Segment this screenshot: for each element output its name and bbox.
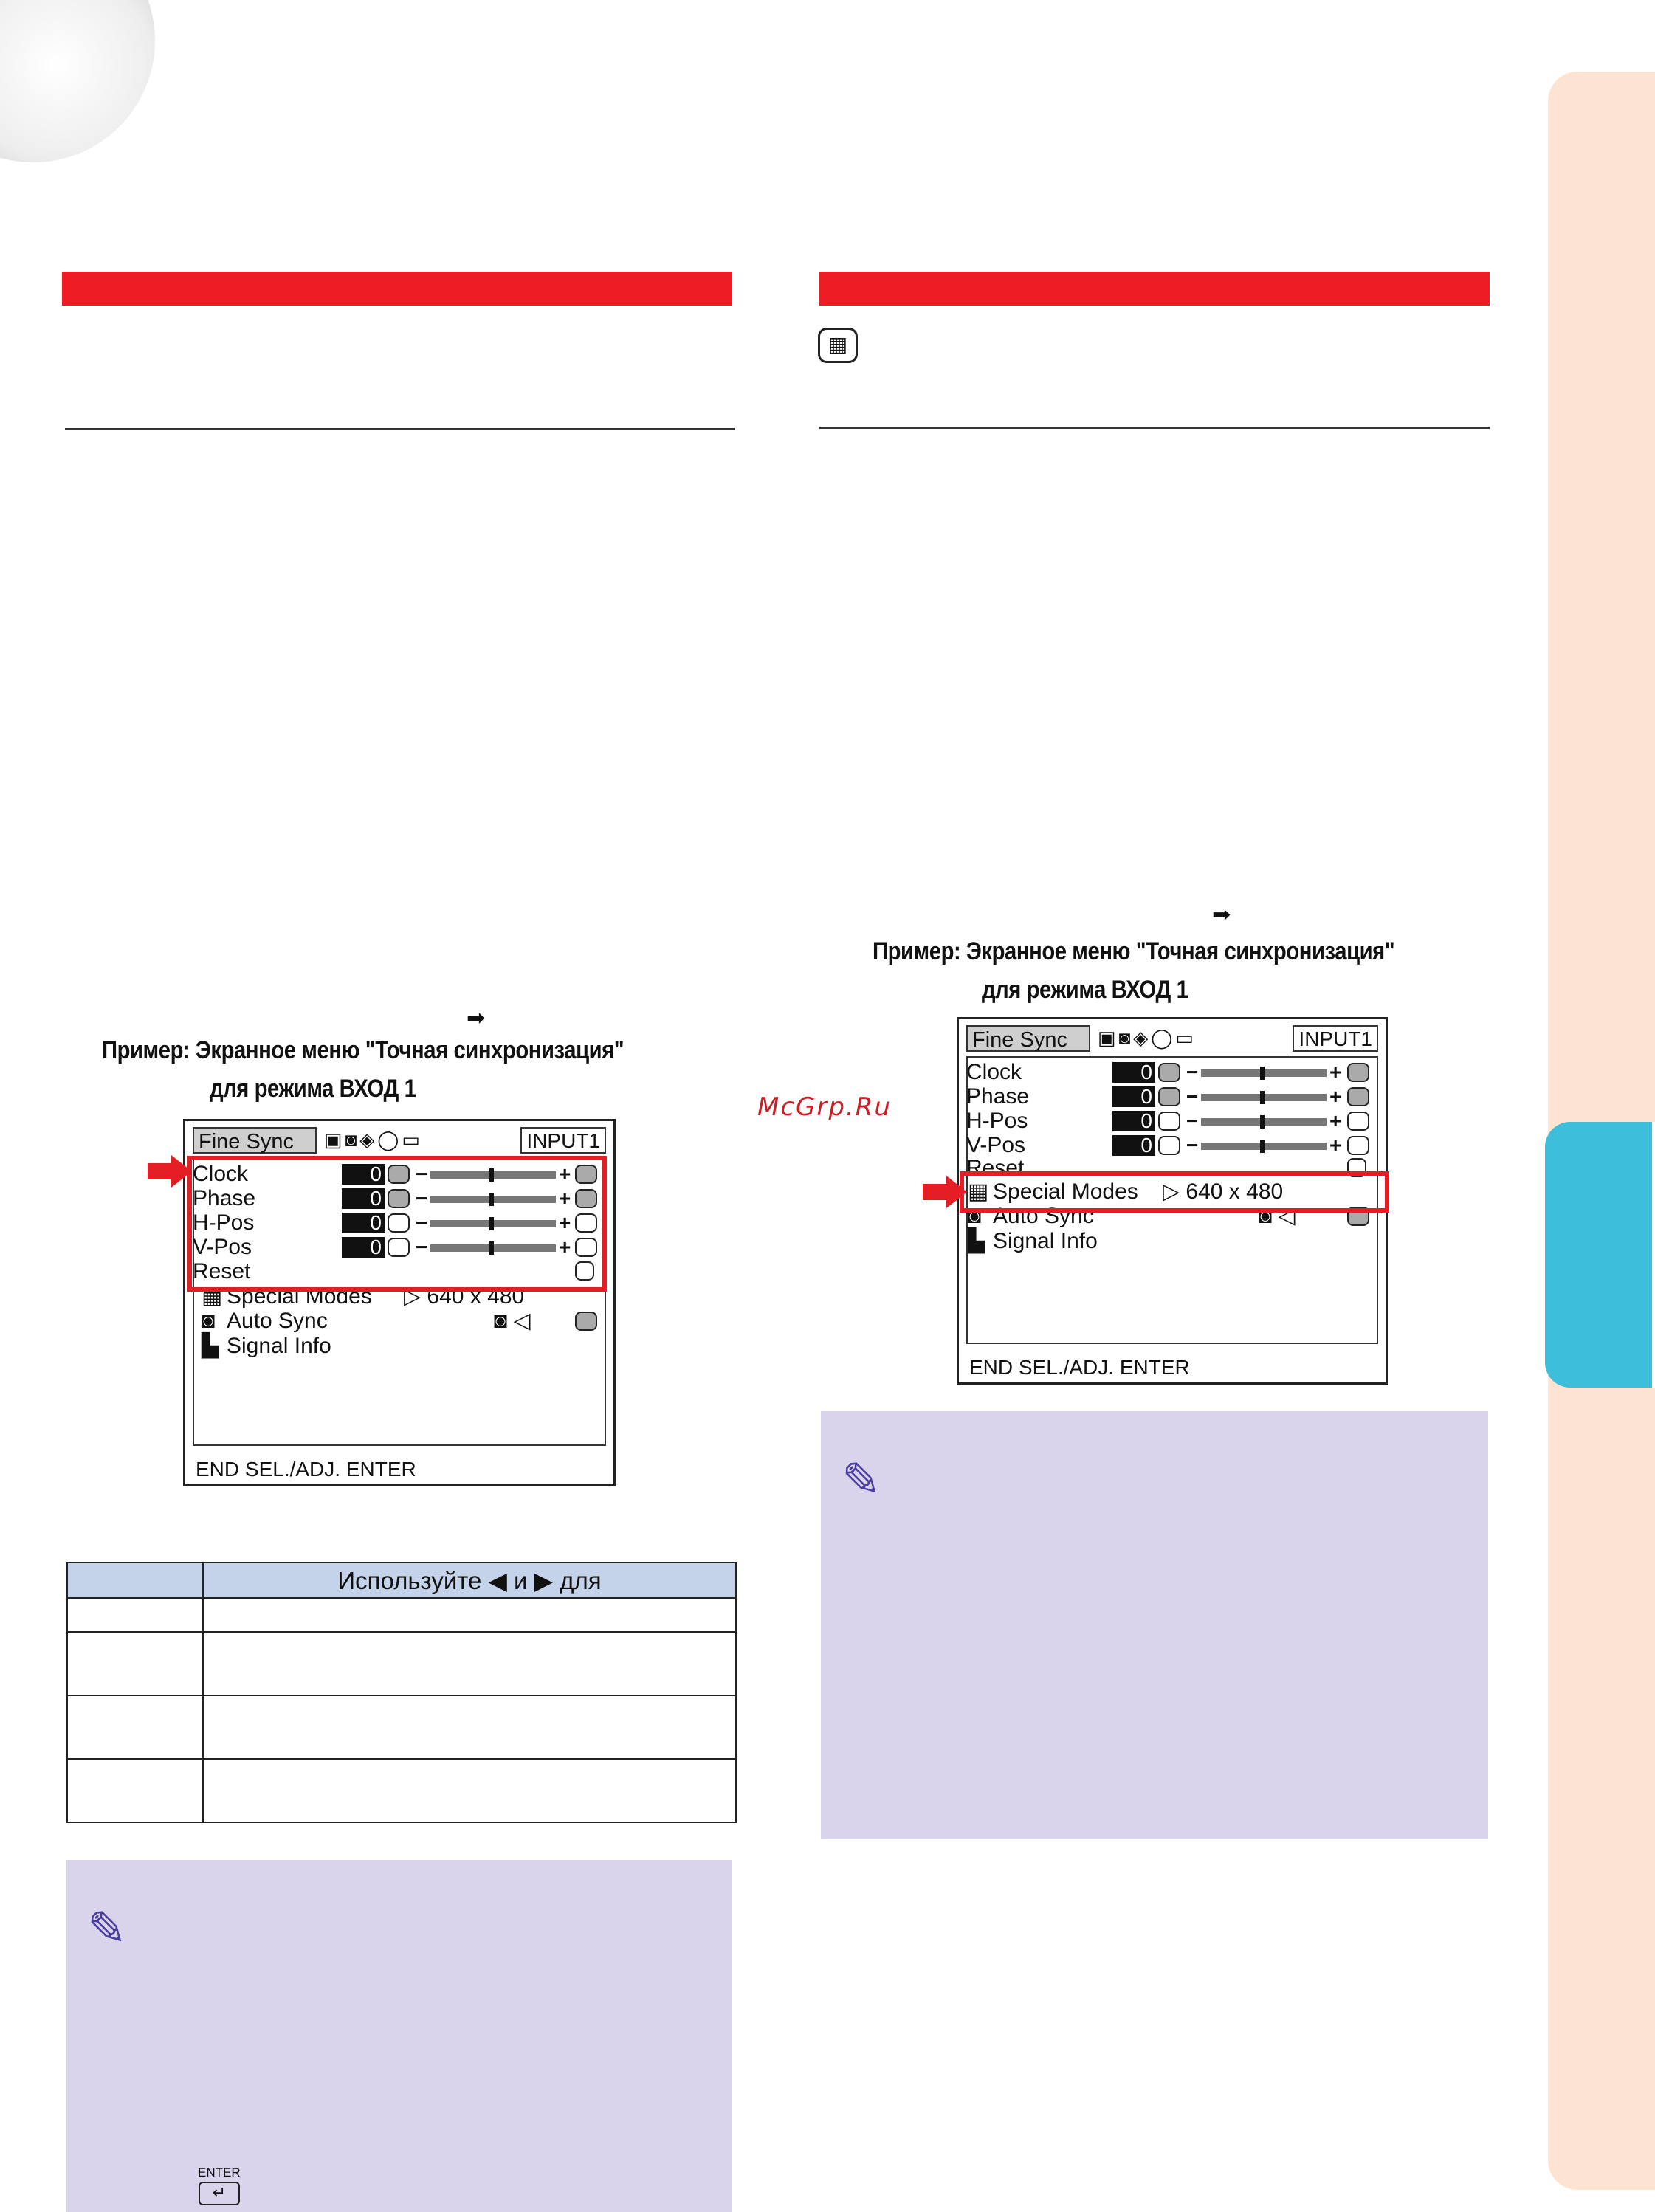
osd-special-modes-value: ▷ 640 x 480 xyxy=(404,1284,525,1309)
table-header: Используйте ◀ и ▶ для xyxy=(203,1562,736,1598)
section-rule-right xyxy=(819,427,1490,429)
vpos-icon xyxy=(1158,1136,1180,1155)
watermark: McGrp.Ru xyxy=(757,1092,892,1122)
osd-row-label[interactable]: V-Pos xyxy=(193,1235,252,1259)
special-modes-icon: ▦ xyxy=(818,328,858,363)
osd-value: 0 xyxy=(342,1213,385,1233)
figure-caption-line1: Пример: Экранное меню "Точная синхронизация" xyxy=(873,937,1395,965)
highlight-box xyxy=(960,1171,1389,1213)
osd-row-label[interactable]: Phase xyxy=(966,1084,1030,1109)
figure-caption-line2: для режима ВХОД 1 xyxy=(210,1075,416,1103)
section-rule-left xyxy=(65,428,735,430)
osd-auto-sync[interactable]: Auto Sync xyxy=(227,1309,328,1333)
signal-info-icon: ▙ xyxy=(202,1334,219,1358)
pencil-icon: ✎ xyxy=(87,1902,127,1955)
osd-signal-info[interactable]: Signal Info xyxy=(993,1229,1098,1253)
auto-sync-icon: ◙ xyxy=(968,1204,982,1228)
tab-fine-sync[interactable]: Fine Sync xyxy=(966,1025,1090,1052)
osd-row-label[interactable]: Clock xyxy=(966,1060,1022,1084)
chapter-tab xyxy=(1545,1122,1655,1388)
osd-value: 0 xyxy=(1112,1062,1155,1083)
signal-info-icon: ▙ xyxy=(968,1229,985,1253)
osd-auto-sync[interactable]: Auto Sync xyxy=(993,1204,1094,1228)
osd-signal-info[interactable]: Signal Info xyxy=(227,1334,331,1358)
osd-footer: END SEL./ADJ. ENTER xyxy=(969,1356,1190,1379)
osd-value: 0 xyxy=(1112,1135,1155,1156)
menu-tab-icons: ▣◙◈◯▭ xyxy=(1098,1027,1197,1049)
auto-sync-icon: ◙ xyxy=(202,1309,216,1333)
highlight-box xyxy=(187,1156,607,1292)
osd-menu-right: Fine Sync ▣◙◈◯▭ INPUT1 Clock Phase H-Pos V-Pos 0 0 0 0 − + − + − + − + Reset ▦ Special Modes ▷ 640 x 480 ◙ Auto Sync ◙ ◁ ▙ Signal Info END SEL./ADJ. ENTER xyxy=(957,1017,1388,1385)
pointer-arrow xyxy=(148,1163,173,1179)
input-badge: INPUT1 xyxy=(1293,1025,1378,1052)
osd-menu-left: Fine Sync ▣◙◈◯▭ INPUT1 Clock Phase H-Pos V-Pos 0 0 0 0 − + − + − + − + Reset ▦ Special Modes ▷ 640 x 480 ◙ Auto Sync ◙ ◁ ▙ Signal Info END SEL./ADJ. ENTER xyxy=(183,1119,616,1486)
enter-key-icon: ENTER ↵ xyxy=(198,2166,241,2205)
special-modes-icon: ▦ xyxy=(968,1179,989,1204)
pointer-arrow xyxy=(923,1184,948,1200)
input-badge: INPUT1 xyxy=(520,1127,606,1154)
clock-icon xyxy=(1158,1063,1180,1082)
osd-reset[interactable]: Reset xyxy=(966,1156,1025,1180)
figure-caption-line1: Пример: Экранное меню "Точная синхронизация" xyxy=(102,1036,625,1064)
osd-special-modes[interactable]: Special Modes xyxy=(993,1179,1138,1204)
special-modes-icon: ▦ xyxy=(202,1284,223,1309)
osd-value: 0 xyxy=(1112,1086,1155,1107)
phase-icon xyxy=(1158,1087,1180,1106)
osd-value: 0 xyxy=(342,1237,385,1258)
osd-special-modes[interactable]: Special Modes xyxy=(227,1284,372,1309)
osd-value: 0 xyxy=(342,1164,385,1185)
osd-row-label[interactable]: H-Pos xyxy=(966,1109,1028,1133)
section-header-bar-left xyxy=(62,272,732,306)
adjustment-table xyxy=(66,1562,737,1823)
osd-reset[interactable]: Reset xyxy=(193,1259,251,1284)
figure-caption-line2: для режима ВХОД 1 xyxy=(982,976,1188,1004)
hpos-icon xyxy=(1158,1112,1180,1131)
osd-value: 0 xyxy=(342,1188,385,1209)
osd-value: 0 xyxy=(1112,1111,1155,1131)
pencil-icon: ✎ xyxy=(842,1453,881,1506)
osd-footer: END SEL./ADJ. ENTER xyxy=(196,1458,416,1481)
note-box-right xyxy=(821,1411,1488,1839)
osd-row-label[interactable]: Phase xyxy=(193,1186,256,1210)
menu-tab-icons: ▣◙◈◯▭ xyxy=(324,1129,423,1151)
osd-special-modes-value: ▷ 640 x 480 xyxy=(1163,1179,1284,1204)
osd-row-label[interactable]: V-Pos xyxy=(966,1133,1026,1157)
note-box-left xyxy=(66,1860,732,2212)
osd-row-label[interactable]: H-Pos xyxy=(193,1210,255,1235)
page-corner-decoration xyxy=(0,0,155,162)
tab-fine-sync[interactable]: Fine Sync xyxy=(193,1127,317,1154)
arrow-right-icon: ➡ xyxy=(467,1006,486,1030)
section-header-bar-right xyxy=(819,272,1490,306)
osd-row-label[interactable]: Clock xyxy=(193,1162,249,1186)
arrow-right-icon: ➡ xyxy=(1212,903,1231,927)
